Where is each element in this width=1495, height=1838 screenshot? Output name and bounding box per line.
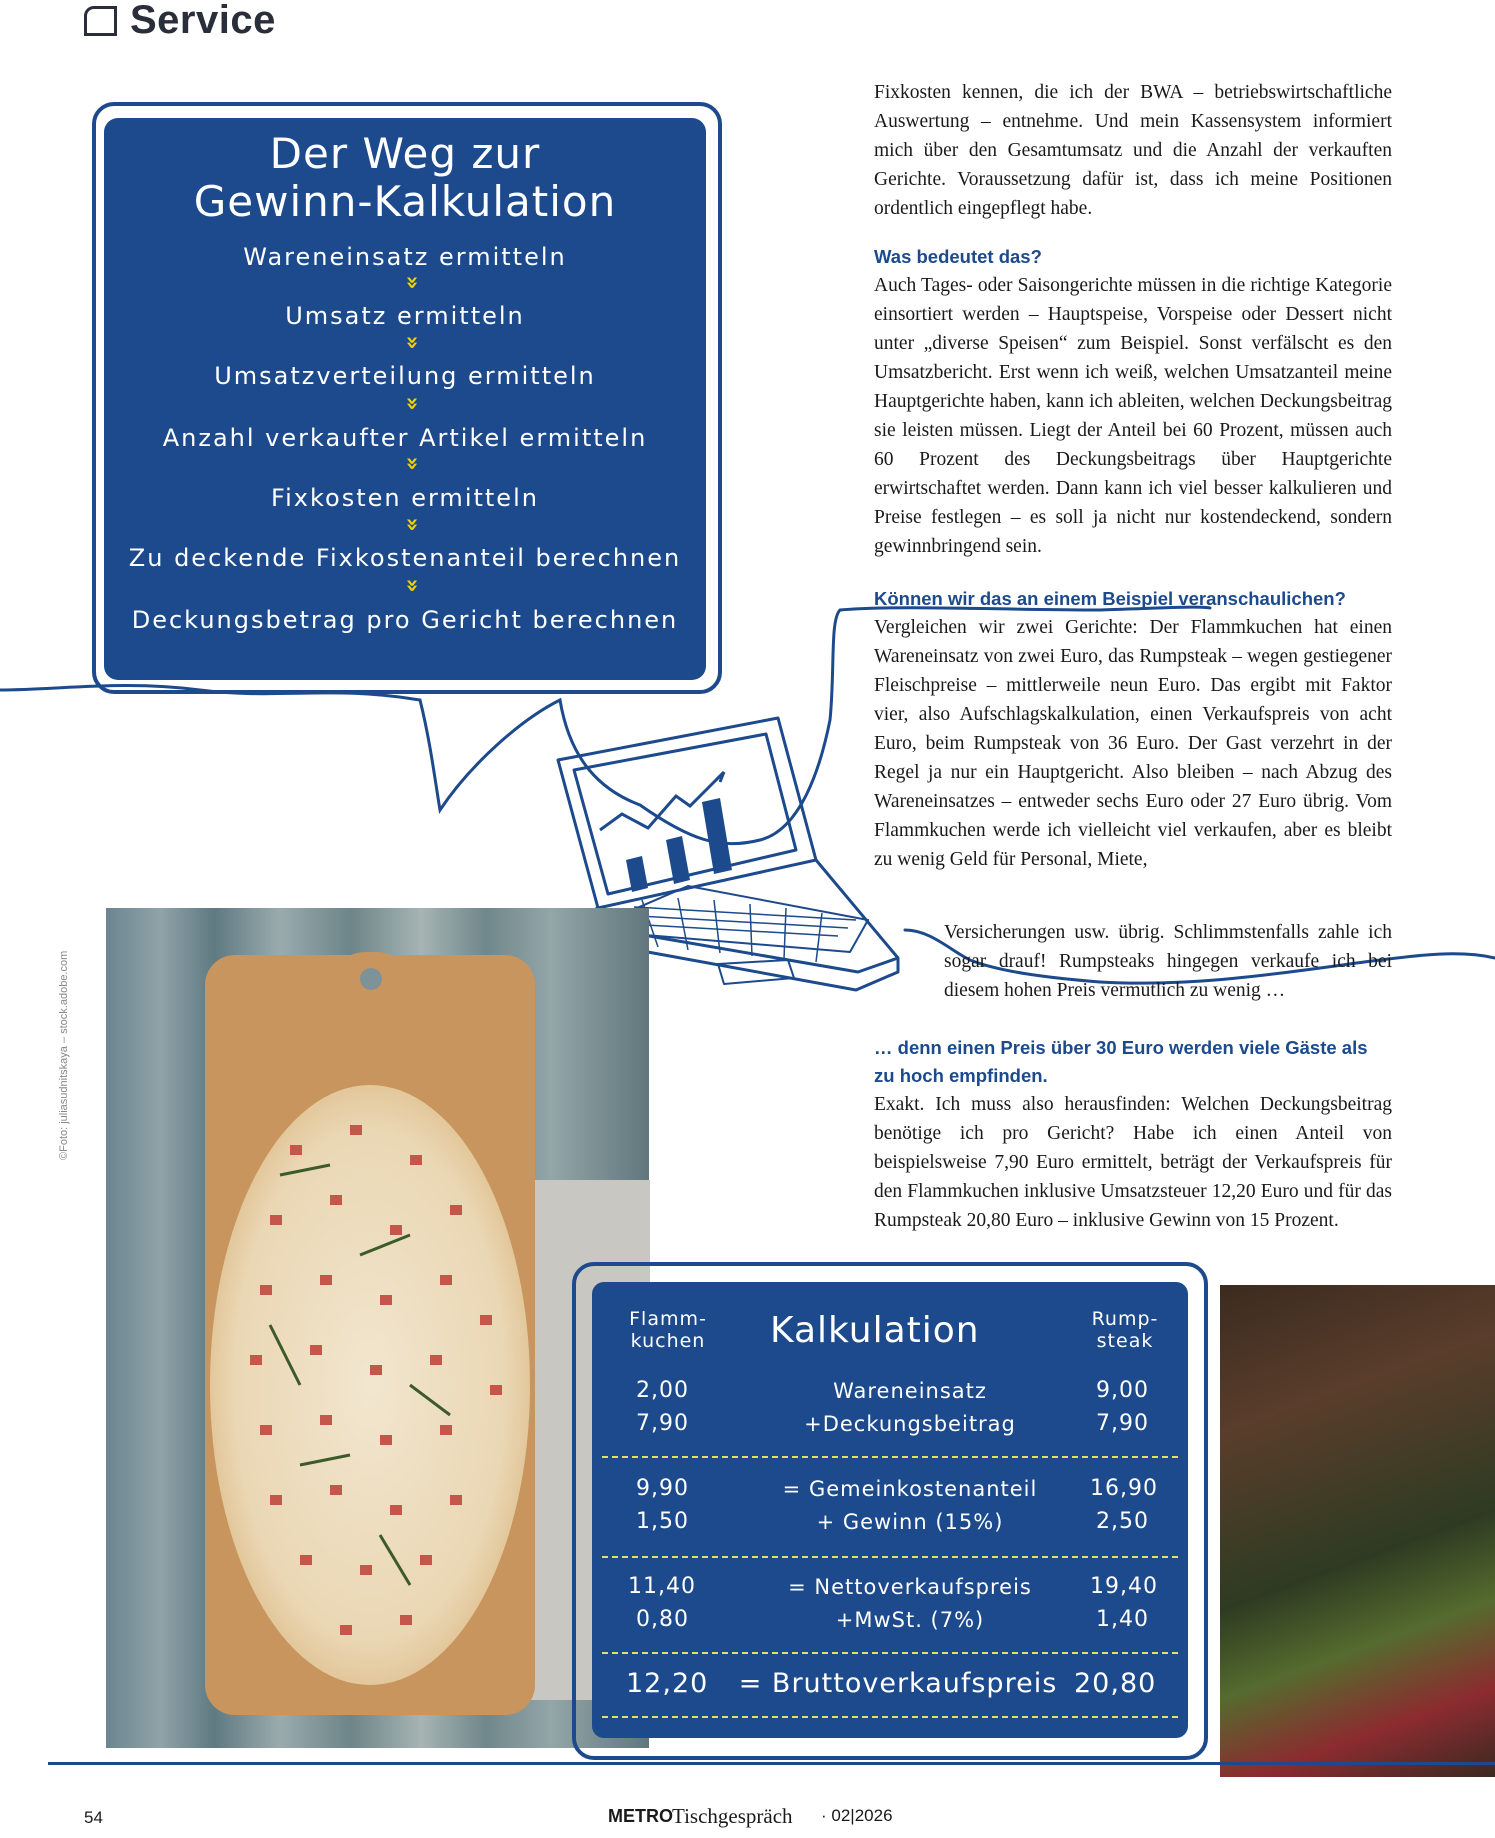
rumpsteak-value: 16,90: [1090, 1476, 1158, 1501]
kalkulation-total-label: = Bruttoverkaufspreis: [738, 1668, 1058, 1699]
footer-issue: · 02|2026: [821, 1806, 893, 1825]
kalkulation-label: +Deckungsbeitrag: [804, 1412, 1016, 1436]
dashed-divider: [602, 1652, 1178, 1654]
flammkuchen-total: 12,20: [626, 1668, 709, 1699]
kalkulation-label: +MwSt. (7%): [835, 1608, 985, 1632]
flow-arrow-icon: »: [399, 578, 425, 593]
left-column-header: [608, 1308, 728, 1352]
flow-step: Zu deckende Fixkostenanteil berechnen: [128, 544, 682, 572]
article-column: [874, 78, 1392, 874]
article-paragraph: Versicherungen usw. übrig. Schlimmstenfalls zahle ich sogar drauf! Rumpsteaks hingegen verkaufe ich bei diesem hohen Preis vermutlich zu wenig …: [944, 922, 1392, 1001]
dashed-divider: [602, 1556, 1178, 1558]
flammkuchen-value: 1,50: [636, 1509, 689, 1534]
flow-arrow-icon: »: [399, 517, 425, 532]
flow-step: Umsatz ermitteln: [285, 302, 525, 330]
kalkulation-label: = Nettoverkaufspreis: [788, 1575, 1032, 1599]
flow-arrow-icon: »: [399, 335, 425, 350]
flow-step: Fixkosten ermitteln: [271, 484, 539, 512]
kalkulation-label: = Gemeinkostenanteil: [782, 1477, 1038, 1501]
flammkuchen-value: 0,80: [636, 1607, 689, 1632]
flow-arrow-icon: »: [399, 456, 425, 471]
page-number: 54: [84, 1808, 103, 1827]
photo-toppings: [210, 1085, 530, 1685]
rumpsteak-value: 1,40: [1096, 1607, 1149, 1632]
flow-step: Wareneinsatz ermitteln: [243, 243, 567, 271]
dashed-divider: [602, 1456, 1178, 1458]
rumpsteak-photo: [1220, 1285, 1495, 1777]
question-heading: Können wir das an einem Beispiel veranschaulichen?: [874, 588, 1346, 609]
article-paragraph: Fixkosten kennen, die ich der BWA – betriebswirtschaftliche Auswertung – entnehme. Und mein Kassensystem informiert mich über den Gesamtumsatz und die Anzahl der verkauften Gerichte. Voraussetzung dafür ist, dass ich meine Positionen ordentlich eingepflegt habe.: [874, 82, 1392, 219]
flow-step: Umsatzverteilung ermitteln: [214, 362, 596, 390]
question-heading: Was bedeutet das?: [874, 246, 1042, 267]
flow-arrow-icon: »: [399, 396, 425, 411]
flowchart-title-line1: Der Weg zur: [269, 129, 541, 178]
right-header-line2: steak: [1096, 1330, 1154, 1352]
left-header-line2: kuchen: [630, 1330, 706, 1352]
section-icon: [84, 6, 117, 36]
kalkulation-label: + Gewinn (15%): [816, 1510, 1004, 1534]
flowchart-title: [104, 130, 706, 226]
flow-step: Anzahl verkaufter Artikel ermitteln: [162, 424, 648, 452]
footer-magazine: Tischgespräch: [672, 1804, 793, 1828]
flammkuchen-value: 7,90: [636, 1411, 689, 1436]
left-header-line1: Flamm-: [629, 1308, 707, 1330]
photo-credit: ©Foto: juliasudnitskaya – stock.adobe.com: [58, 950, 70, 1160]
right-header-line1: Rump-: [1091, 1308, 1159, 1330]
question-heading: … denn einen Preis über 30 Euro werden viele Gäste als zu hoch empfinden.: [874, 1037, 1368, 1086]
right-column-header: [1070, 1308, 1180, 1352]
flow-step: Deckungsbetrag pro Gericht berechnen: [131, 606, 679, 634]
rumpsteak-total: 20,80: [1074, 1668, 1157, 1699]
flow-arrow-icon: »: [399, 275, 425, 290]
article-paragraph: Exakt. Ich muss also herausfinden: Welchen Deckungsbeitrag benötige ich pro Gericht? Habe ich einen Anteil von beispielsweise 7,90 Euro ermittelt, beträgt der Verkaufspreis für den Flammkuchen inklusive Umsatzsteuer 12,20 Euro und für das Rumpsteak 20,80 Euro – inklusive Gewinn von 15 Prozent.: [874, 1094, 1392, 1231]
section-title: Service: [130, 0, 276, 42]
rumpsteak-value: 19,40: [1090, 1574, 1158, 1599]
rumpsteak-value: 9,00: [1096, 1378, 1149, 1403]
flammkuchen-value: 2,00: [636, 1378, 689, 1403]
flammkuchen-value: 9,90: [636, 1476, 689, 1501]
flammkuchen-value: 11,40: [628, 1574, 696, 1599]
footer-rule: [48, 1762, 1495, 1765]
kalkulation-title: Kalkulation: [770, 1310, 980, 1351]
flowchart-title-line2: Gewinn-Kalkulation: [193, 177, 617, 226]
kalkulation-label: Wareneinsatz: [833, 1379, 987, 1403]
photo-handle-hole: [360, 968, 382, 990]
dashed-divider: [602, 1716, 1178, 1718]
footer-brand: METRO: [608, 1806, 673, 1826]
rumpsteak-value: 2,50: [1096, 1509, 1149, 1534]
article-paragraph: Vergleichen wir zwei Gerichte: Der Flammkuchen hat einen Wareneinsatz von zwei Euro, das Rumpsteak – wegen gestiegener Fleischpreise – mittlerweile neun Euro. Das ergibt mit Faktor vier, also Aufschlagskalkulation, einen Verkaufspreis von acht Euro, beim Rumpsteak von 36 Euro. Der Gast verzehrt in der Regel ja nur ein Hauptgericht. Also bleiben – nach Abzug des Wareneinsatzes – entweder sechs Euro oder 27 Euro übrig. Vom Flammkuchen werde ich vielleicht viel verkaufen, aber es bleibt zu wenig Geld für Personal, Miete,: [874, 617, 1392, 870]
rumpsteak-value: 7,90: [1096, 1411, 1149, 1436]
article-paragraph: Auch Tages- oder Saisongerichte müssen in die richtige Kategorie einsortiert werden – Hauptspeise, Vorspeise oder Dessert nicht unter „diverse Speisen“ zum Beispiel. Sonst verfälscht es den Umsatzbericht. Erst wenn ich weiß, welchen Umsatzanteil meine Hauptgerichte haben, kann ich ableiten, welchen Deckungsbeitrag sie leisten müssen. Liegt der Anteil bei 60 Prozent, müssen auch 60 Prozent des Deckungsbeitrags über Hauptgerichte erwirtschaftet werden. Dann kann ich viel besser kalkulieren und Preise festlegen – es soll ja nicht nur kostendeckend, sondern gewinnbringend sein.: [874, 275, 1392, 557]
